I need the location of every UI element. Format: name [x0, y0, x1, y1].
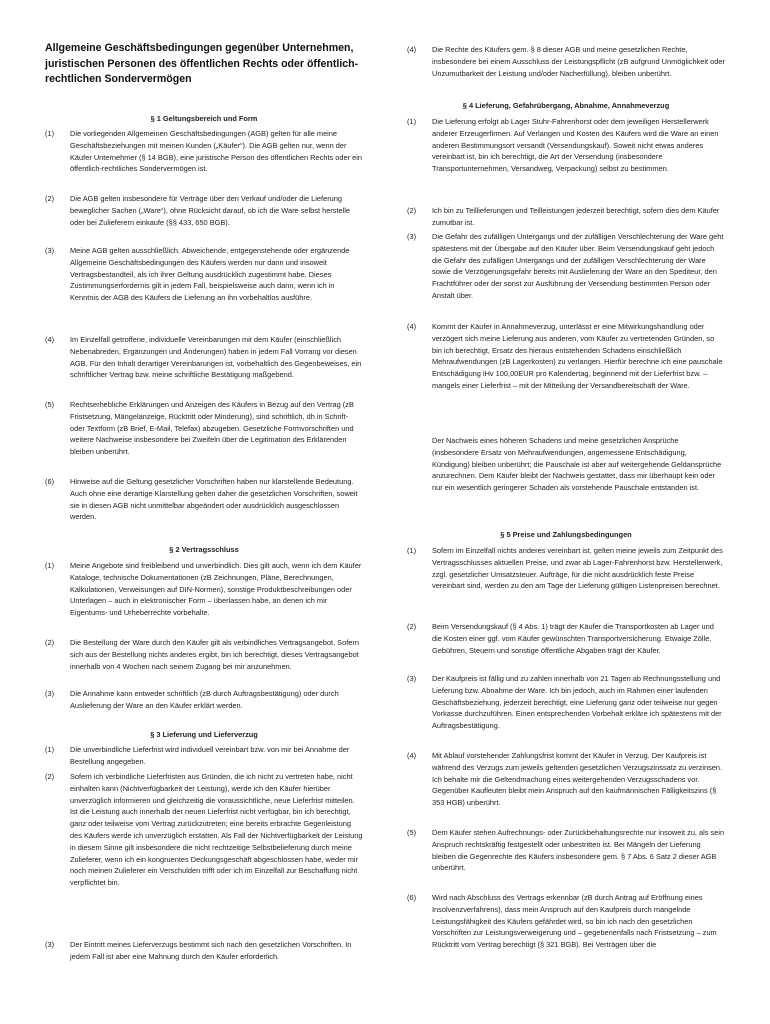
- item-number: (2): [45, 194, 55, 203]
- item-number: (2): [45, 638, 55, 647]
- section-1-heading: § 1 Geltungsbereich und Form: [150, 114, 258, 123]
- item-number: (2): [407, 622, 417, 631]
- item-text: Die vorliegenden Allgemeinen Geschäftsbedingungen (AGB) gelten für alle meine Geschäftsbeziehungen mit meinen Kunden („Käufer“). Die AGB gelten nur, wenn der Käufer Unternehmer (§ 14 BGB), eine juristische Person des öffentlichen Rechts oder ein öffentlich-rechtliches Sondervermögen ist.: [70, 129, 362, 174]
- item-number: (3): [45, 689, 55, 698]
- item-number: (1): [407, 546, 417, 555]
- section-2-heading: § 2 Vertragsschluss: [169, 545, 239, 554]
- section-5-heading: § 5 Preise und Zahlungsbedingungen: [500, 530, 632, 539]
- item-text: Hinweise auf die Geltung gesetzlicher Vorschriften haben nur klarstellende Bedeutung. Auch ohne eine derartige Klarstellung gelten daher die gesetzlichen Vorschriften, soweit sie in diesen AGB nicht unmittelbar abgeändert oder ausdrücklich ausgeschlossen werden.: [70, 477, 358, 522]
- item-text: Dem Käufer stehen Aufrechnungs- oder Zurückbehaltungsrechte nur insoweit zu, als sein Anspruch rechtskräftig festgestellt oder unbestritten ist. Bei Mängeln der Lieferung bleiben die Gegenrechte des Käufers insbesondere gem. § 7 Abs. 6 Satz 2 dieser AGB unberührt.: [432, 828, 725, 873]
- item-number: (2): [407, 206, 417, 215]
- item-text: Die Lieferung erfolgt ab Lager Stuhr-Fahrenhorst oder dem jeweiligen Herstellerwerk anderer Erzeugerfirmen. Auf Verlangen und Kosten des Käufers wird die Ware an einen anderen Bestimmungsort versandt (Versendungskauf). Soweit nicht etwas anderes vereinbart ist, bin ich berechtigt, die Art der Versendung (insbesondere Transportunternehmen, Versandweg, Verpackung) selbst zu bestimmen.: [432, 117, 719, 174]
- item-number: (6): [45, 477, 55, 486]
- item-number: (4): [407, 45, 417, 54]
- item-number: (6): [407, 893, 417, 902]
- section-3-heading: § 3 Lieferung und Lieferverzug: [150, 730, 258, 739]
- item-number: (1): [45, 561, 55, 570]
- item-text: Der Kaufpreis ist fällig und zu zahlen innerhalb von 21 Tagen ab Rechnungsstellung und Lieferung bzw. Abnahme der Ware. Ich bin jedoch, auch im Rahmen einer laufenden Geschäftsbeziehung, jederzeit berechtigt, eine Lieferung ganz oder teilweise nur gegen Vorkasse durchzuführen. Einen entsprechenden Vorbehalt erkläre ich spätestens mit der Auftragsbestätigung.: [432, 674, 722, 731]
- item-number: (5): [45, 400, 55, 409]
- item-text: Die Rechte des Käufers gem. § 8 dieser AGB und meine gesetzlichen Rechte, insbesondere bei einem Ausschluss der Leistungspflicht (zB aufgrund Unmöglichkeit oder Unzumutbarkeit der Leistung und/oder Nacherfüllung), bleiben unberührt.: [432, 45, 725, 78]
- item-text: Die Annahme kann entweder schriftlich (zB durch Auftragsbestätigung) oder durch Auslieferung der Ware an den Käufer erklärt werden.: [70, 689, 339, 710]
- item-text: Die AGB gelten insbesondere für Verträge über den Verkauf und/oder die Lieferung beweglicher Sachen („Ware“), ohne Rücksicht darauf, ob ich die Ware selbst herstelle oder bei Zulieferern einkaufe (§§ 433, 650 BGB).: [70, 194, 351, 227]
- item-text: Kommt der Käufer in Annahmeverzug, unterlässt er eine Mitwirkungshandlung oder verzögert sich meine Lieferung aus anderen, vom Käufer zu vertretenden Gründen, so bin ich berechtigt, Ersatz des hieraus entstehenden Schadens einschließlich Mehraufwendungen (zB Lagerkosten) zu verlangen. Hierfür berechne ich eine pauschale Entschädigung iHv 100,00EUR pro Kalendertag, beginnend mit der Lieferfrist bzw. – mangels einer Lieferfrist – mit der Mitteilung der Versandbereitschaft der Ware.: [432, 322, 723, 390]
- item-number: (4): [407, 751, 417, 760]
- item-text: Rechtserhebliche Erklärungen und Anzeigen des Käufers in Bezug auf den Vertrag (zB Fristsetzung, Mängelanzeige, Rücktritt oder Minderung), sind schriftlich, dh in Schrift- oder Textform (zB Brief, E-Mail, Telefax) abzugeben. Gesetzliche Formvorschriften und weitere Nachweise insbesondere bei Zweifeln über die Legitimation des Erklärenden bleiben unberührt.: [70, 400, 354, 457]
- document-title: Allgemeine Geschäftsbedingungen gegenüber Unternehmen, juristischen Personen des öffentlichen Rechts oder öffentlich-rechtlichen Sondervermögen: [45, 42, 359, 85]
- item-text: Im Einzelfall getroffene, individuelle Vereinbarungen mit dem Käufer (einschließlich Nebenabreden, Ergänzungen und Änderungen) haben in jedem Fall Vorrang vor diesen AGB. Für den Inhalt derartiger Vereinbarungen ist, vorbehaltlich des Gegenbeweises, ein schriftlicher Vertrag bzw. meine schriftliche Bestätigung maßgebend.: [70, 335, 362, 380]
- item-text: Die Gefahr des zufälligen Untergangs und der zufälligen Verschlechterung der Ware geht spätestens mit der Übergabe auf den Käufer über. Beim Versendungskauf geht jedoch die Gefahr des zufälligen Untergangs und der zufälligen Verschlechterung der Ware sowie die Verzögerungsgefahr bereits mit Auslieferung der Ware an den Spediteur, den Frachtführer oder der sonst zur Ausführung der Versendung bestimmten Person oder Anstalt über.: [432, 232, 724, 300]
- item-number: (4): [45, 335, 55, 344]
- item-number: (2): [45, 772, 55, 781]
- item-number: (3): [407, 232, 417, 241]
- item-text: Mit Ablauf vorstehender Zahlungsfrist kommt der Käufer in Verzug. Der Kaufpreis ist während des Verzugs zum jeweils geltenden gesetzlichen Verzugszinssatz zu verzinsen. Ich behalte mir die Geltendmachung eines weitergehenden Verzugsschadens vor. Gegenüber Kaufleuten bleibt mein Anspruch auf den kaufmännischen Fälligkeitszins (§ 353 HGB) unberührt.: [432, 751, 723, 808]
- item-text: Ich bin zu Teillieferungen und Teilleistungen jederzeit berechtigt, sofern dies dem Käufer zumutbar ist.: [432, 206, 720, 227]
- item-text: Der Eintritt meines Lieferverzugs bestimmt sich nach den gesetzlichen Vorschriften. In jedem Fall ist aber eine Mahnung durch den Käufer erforderlich.: [70, 940, 352, 961]
- item-number: (1): [45, 745, 55, 754]
- item-number: (4): [407, 322, 417, 331]
- item-text: Die unverbindliche Lieferfrist wird individuell vereinbart bzw. von mir bei Annahme der Bestellung angegeben.: [70, 745, 350, 766]
- item-text: Die Bestellung der Ware durch den Käufer gilt als verbindliches Vertragsangebot. Sofern sich aus der Bestellung nichts anderes ergibt, bin ich berechtigt, dieses Vertragsangebot innerhalb von 4 Wochen nach seinem Zugang bei mir anzunehmen.: [70, 638, 359, 671]
- item-text: Meine Angebote sind freibleibend und unverbindlich. Dies gilt auch, wenn ich dem Käufer Kataloge, technische Dokumentationen (zB Zeichnungen, Pläne, Berechnungen, Kalkulationen, Verweisungen auf DIN-Normen), sonstige Produktbeschreibungen oder Unterlagen – auch in elektronischer Form – überlassen habe, an denen ich mir Eigentums- und Urheberrechte vorbehalte.: [70, 561, 362, 618]
- item-number: (3): [407, 674, 417, 683]
- item-number: (1): [45, 129, 55, 138]
- item-text: Sofern ich verbindliche Lieferfristen aus Gründen, die ich nicht zu vertreten habe, nicht einhalten kann (Nichtverfügbarkeit der Leistung), werde ich den Käufer hierüber unverzüglich informieren und gleichzeitig die voraussichtliche, neue Lieferfrist mitteilen. Ist die Leistung auch innerhalb der neuen Lieferfrist nicht verfügbar, bin ich berechtigt, ganz oder teilweise vom Vertrag zurückzutreten; eine bereits erbrachte Gegenleistung des Käufers werde ich unverzüglich erstatten. Als Fall der Nichtverfügbarkeit der Leistung in diesem Sinne gilt insbesondere die nicht rechtzeitige Selbstbelieferung durch meine Zulieferer, wenn ich ein kongruentes Deckungsgeschäft abgeschlossen habe, weder mir noch meinen Zulieferer ein Verschulden trifft oder ich im Einzelfall zur Beschaffung nicht verpflichtet bin.: [70, 772, 363, 888]
- item-number: (5): [407, 828, 417, 837]
- item-text: Wird nach Abschluss des Vertrags erkennbar (zB durch Antrag auf Eröffnung eines Insolvenzverfahrens), dass mein Anspruch auf den Kaufpreis durch mangelnde Leistungsfähigkeit des Käufers gefährdet wird, so bin ich nach den gesetzlichen Vorschriften zur Leistungsverweigerung und – gegebenenfalls nach Fristsetzung – zum Rücktritt vom Vertrag berechtigt (§ 321 BGB). Bei Verträgen über die: [432, 893, 717, 950]
- item-number: (3): [45, 246, 55, 255]
- section-4-heading: § 4 Lieferung, Gefahrübergang, Abnahme, Annahmeverzug: [462, 101, 670, 110]
- item-text: Beim Versendungskauf (§ 4 Abs. 1) trägt der Käufer die Transportkosten ab Lager und die Kosten einer ggf. vom Käufer gewünschten Transportversicherung. Etwaige Zölle, Gebühren, Steuern und sonstige öffentliche Abgaben trägt der Käufer.: [432, 622, 714, 655]
- s4-paragraph: Der Nachweis eines höheren Schadens und meine gesetzlichen Ansprüche (insbesondere Ersatz von Mehraufwendungen, angemessene Entschädigung, Kündigung) bleiben unberührt; die Pauschale ist aber auf weitergehende Geldansprüche anzurechnen. Dem Käufer bleibt der Nachweis gestattet, dass mir überhaupt kein oder nur ein wesentlich geringerer Schaden als vorstehende Pauschale entstanden ist.: [432, 436, 722, 493]
- item-number: (3): [45, 940, 55, 949]
- item-text: Meine AGB gelten ausschließlich. Abweichende, entgegenstehende oder ergänzende Allgemeine Geschäftsbedingungen des Käufers werden nur dann und insoweit Vertragsbestandteil, als ich ihrer Geltung ausdrücklich zugestimmt habe. Dieses Zustimmungserfordernis gilt in jedem Fall, beispielsweise auch dann, wenn ich in Kenntnis der AGB des Käufers die Lieferung an ihn vorbehaltlos ausführe.: [70, 246, 350, 303]
- item-text: Sofern im Einzelfall nichts anderes vereinbart ist, gelten meine jeweils zum Zeitpunkt des Vertragsschlusses aktuellen Preise, und zwar ab Lager-Fahrenhorst bzw. Herstellerwerk, zzgl. gesetzlicher Umsatzsteuer. Aufträge, für die nicht ausdrücklich feste Preise vereinbart sind, werden zu den am Tage der Lieferung gültigen Listenpreisen berechnet.: [432, 546, 723, 591]
- item-number: (1): [407, 117, 417, 126]
